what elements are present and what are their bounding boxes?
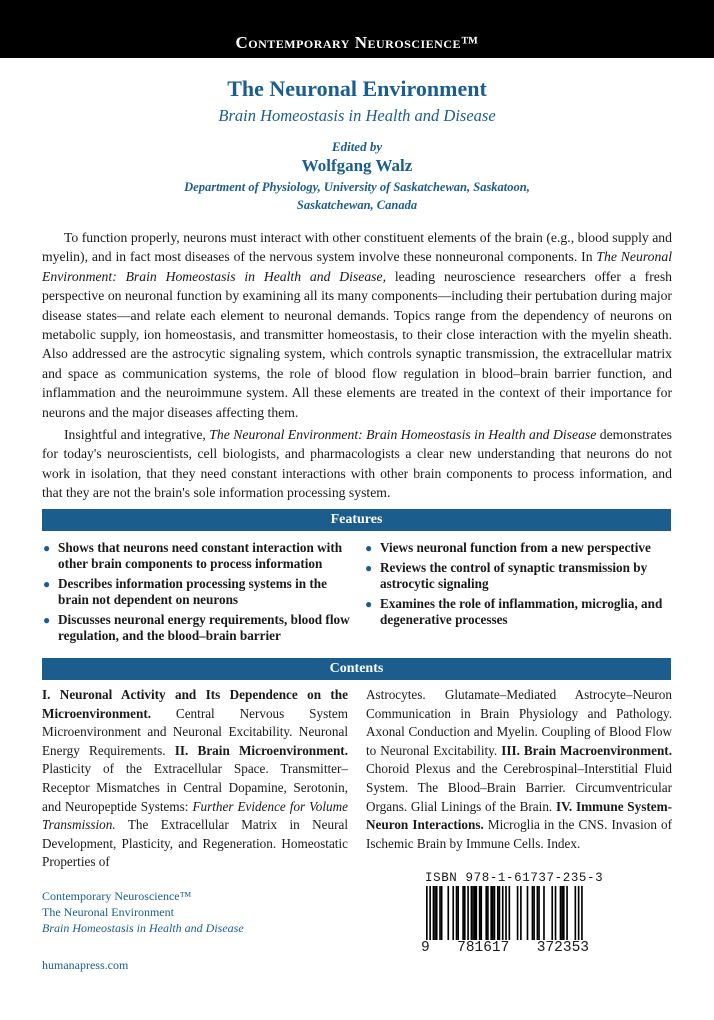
barcode-bar <box>517 886 519 940</box>
bullet-icon: ● <box>365 597 373 611</box>
barcode-bar <box>439 886 441 940</box>
feature-text: Shows that neurons need constant interaction with other brain components to process information <box>58 540 343 571</box>
bullet-icon: ● <box>365 561 373 575</box>
contents-part-heading: III. Brain Macroenvironment. <box>501 742 672 758</box>
feature-text: Describes information processing systems in the brain not dependent on neurons <box>58 576 327 607</box>
barcode-bar <box>485 886 487 940</box>
book-description <box>42 228 672 503</box>
barcode-bar <box>441 886 443 940</box>
barcode-bar <box>436 886 438 940</box>
barcode-digits <box>421 940 589 956</box>
features-list-left <box>42 540 352 648</box>
feature-item <box>42 612 352 644</box>
barcode-bar <box>499 886 501 940</box>
contents-part-heading: IV. Immune System-Neuron Interactions. <box>366 798 672 833</box>
barcode-bar <box>490 886 492 940</box>
barcode-bar <box>563 886 565 940</box>
feature-item <box>42 540 352 572</box>
contents-chapter-subtitle: Further Evidence for Volume Transmission. <box>42 798 348 833</box>
contents-chapters: Microglia in the CNS. Invasion of Ischemic Brain by Immune Cells. Index. <box>366 817 672 851</box>
barcode-bar <box>532 886 534 940</box>
contents-column-left <box>42 686 348 872</box>
book-title: The Neuronal Environment <box>227 76 487 101</box>
description-text: leading neuroscience researchers offer a fresh perspective on neuronal function by examining all its many components—including their pertubation during major disease states—and relate each element to neuronal demands. Topics range from the dependency of neurons on metabolic supply, ion homeostasis, and transmitter homeostasis, to their close interaction with the myelin sheath. Also addressed are the astrocytic signaling system, which controls synaptic transmission, the extracellular matrix and space as communication systems, the role of blood flow regulation in blood–brain barrier function, and inflammation and the neuroimmune system. All these elements are treated in the context of their importance for neurons and the major diseases affecting them. <box>42 268 672 420</box>
footer-series-name: Contemporary Neuroscience™ <box>42 889 192 903</box>
barcode-bar <box>494 886 496 940</box>
feature-text: Reviews the control of synaptic transmission by astrocytic signaling <box>380 560 648 591</box>
barcode-bar <box>527 886 529 940</box>
feature-item <box>364 596 664 628</box>
description-paragraph-2 <box>42 425 672 503</box>
feature-text: Views neuronal function from a new perspective <box>380 540 651 555</box>
barcode-bar <box>505 886 507 948</box>
barcode-bar <box>551 886 553 940</box>
barcode-bar <box>533 886 535 940</box>
contents-chapters: Plasticity of the Extracellular Space. Transmitter–Receptor Mismatches in Central Dopamine, Serotonin, and Neuropeptide Systems: <box>42 761 348 814</box>
barcode-bar <box>464 886 466 940</box>
barcode-bar <box>434 886 436 940</box>
features-heading: Features <box>42 509 671 531</box>
description-text: demonstrates for today's neuroscientists, cell biologists, and pharmacologists a clear new understanding that neurons do not work in isolation, that they need constant interactions with other brain components to process information, and that they are not the brain's sole information processing system. <box>42 427 672 501</box>
feature-text: Discusses neuronal energy requirements, blood flow regulation, and the blood–brain barrier <box>58 612 350 643</box>
description-text: Insightful and integrative, <box>64 427 210 443</box>
contents-part-heading: I. Neuronal Activity and Its Dependence on the Microenvironment. <box>42 687 348 721</box>
barcode-bar <box>561 886 563 940</box>
barcode-bar <box>497 886 499 940</box>
description-paragraph-1 <box>42 228 672 422</box>
barcode-bar <box>520 886 522 940</box>
barcode-digit-group: 9 <box>421 940 430 956</box>
barcode-bar <box>456 886 458 940</box>
barcode-bar <box>555 886 557 940</box>
edited-by-label: Edited by <box>331 139 383 154</box>
contents-chapters: Choroid Plexus and the Cerebrospinal–Interstitial Fluid System. The Blood–Brain Barrier. Circumventricular Organs. Glial Linings of the Brain. <box>366 761 672 814</box>
feature-item <box>42 576 352 608</box>
barcode-bar <box>426 886 428 948</box>
barcode-bar <box>471 886 473 940</box>
series-banner <box>0 0 714 58</box>
publisher-url: humanapress.com <box>42 958 129 972</box>
feature-text: Examines the role of inflammation, microglia, and degenerative processes <box>380 596 663 627</box>
barcode-bar <box>462 886 464 940</box>
barcode-bar <box>538 886 540 940</box>
contents-heading: Contents <box>42 658 671 680</box>
feature-item <box>364 560 664 592</box>
barcode-bar <box>487 886 489 940</box>
feature-item <box>364 540 664 556</box>
editor-affiliation-line-2: Saskatchewan, Canada <box>296 198 418 212</box>
contents-part-heading: II. Brain Microenvironment. <box>174 742 348 758</box>
description-title-reference: The Neuronal Environment: Brain Homeostasis in Health and Disease, <box>42 249 673 284</box>
barcode-bar <box>502 886 504 948</box>
barcode-bar <box>480 886 482 940</box>
barcode-digit-group: 781617 <box>457 940 510 956</box>
isbn-label: ISBN 978-1-61737-235-3 <box>425 871 604 885</box>
barcode-bar <box>457 886 459 940</box>
contents-column-right <box>366 686 672 853</box>
barcode-bar <box>509 886 511 940</box>
features-list-right <box>364 540 664 632</box>
barcode-bar <box>472 886 474 940</box>
barcode-bar <box>566 886 568 940</box>
barcode-bar <box>452 886 454 940</box>
barcode-bar <box>560 886 562 940</box>
barcode-bar <box>543 886 545 940</box>
barcode-bar <box>429 886 431 948</box>
bullet-icon: ● <box>43 577 51 591</box>
barcode-bar <box>537 886 539 940</box>
barcode-bar <box>581 886 583 948</box>
description-title-reference: The Neuronal Environment: Brain Homeostasis in Health and Disease <box>209 427 597 443</box>
editor-name: Wolfgang Walz <box>301 156 413 175</box>
barcode-bar <box>575 886 577 940</box>
editor-affiliation-line-1: Department of Physiology, University of Saskatchewan, Saskatoon, <box>184 180 530 194</box>
bullet-icon: ● <box>365 541 373 555</box>
barcode-bar <box>447 886 449 940</box>
contents-chapters: Astrocytes. Glutamate–Mediated Astrocyte–Neuron Communication in Brain Physiology and Pathology. Axonal Conduction and Myelin. Coupling of Blood Flow to Neuronal Excitability. <box>366 687 672 758</box>
series-name: Contemporary Neuroscience™ <box>235 33 479 52</box>
barcode-bar <box>474 886 476 940</box>
footer-series-block <box>42 888 244 936</box>
bullet-icon: ● <box>43 541 51 555</box>
barcode-bar <box>476 886 478 940</box>
footer-book-subtitle: Brain Homeostasis in Health and Disease <box>42 921 244 935</box>
description-text: To function properly, neurons must interact with other constituent elements of the brain (e.g., blood supply and myelin), and in fact most diseases of the nervous system involve these nonneuronal components. In <box>42 230 672 265</box>
barcode-bar <box>479 886 481 940</box>
barcode-bar <box>492 886 494 940</box>
bullet-icon: ● <box>43 613 51 627</box>
contents-chapters: The Extracellular Matrix in Neural Development, Plasticity, and Regeneration. Homeostatic Properties of <box>42 817 348 870</box>
barcode-bar <box>578 886 580 948</box>
barcode-bar <box>467 886 469 940</box>
contents-chapters: Central Nervous System Microenvironment and Neuronal Excitability. Neuronal Energy Requirements. <box>42 705 348 758</box>
book-subtitle: Brain Homeostasis in Health and Disease <box>218 106 496 125</box>
barcode-bar <box>433 886 435 940</box>
footer-book-title: The Neuronal Environment <box>42 905 174 919</box>
barcode-digit-group: 372353 <box>536 940 589 956</box>
